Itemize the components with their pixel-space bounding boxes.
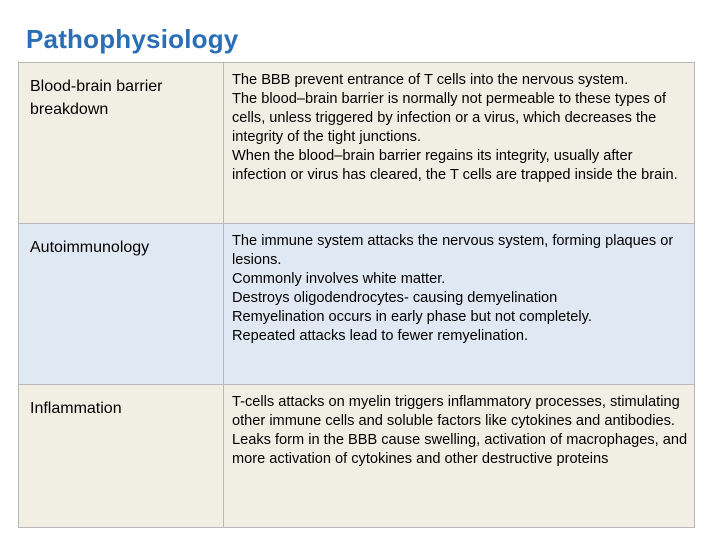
term-label: Autoimmunology <box>30 239 150 256</box>
description-line: T-cells attacks on myelin triggers inflammatory processes, stimulating other immune cells and soluble factors like cytokines and antibodies. <box>232 394 680 429</box>
table-row <box>19 224 695 385</box>
term-cell <box>19 63 224 224</box>
description-line: Leaks form in the BBB cause swelling, activation of macrophages, and more activation of cytokines and other destructive proteins <box>232 432 688 467</box>
description-line: The BBB prevent entrance of T cells into the nervous system. <box>232 72 629 88</box>
term-cell <box>19 385 224 528</box>
slide-title: Pathophysiology <box>26 24 239 54</box>
table-row <box>19 63 695 224</box>
description-line: The immune system attacks the nervous system, forming plaques or lesions. <box>232 233 674 268</box>
description-line: Destroys oligodendrocytes- causing demyelination <box>232 290 558 306</box>
pathophysiology-table <box>18 62 695 528</box>
description-cell <box>224 385 695 528</box>
term-label: Blood-brain barrier breakdown <box>30 78 163 118</box>
description-cell <box>224 224 695 385</box>
description-cell <box>224 63 695 224</box>
description-line: The blood–brain barrier is normally not permeable to these types of cells, unless triggered by infection or a virus, which decreases the integrity of the tight junctions. <box>232 91 666 145</box>
description-line: Repeated attacks lead to fewer remyelination. <box>232 328 529 344</box>
term-cell <box>19 224 224 385</box>
table-row <box>19 385 695 528</box>
description-line: Remyelination occurs in early phase but not completely. <box>232 309 592 325</box>
description-line: When the blood–brain barrier regains its integrity, usually after infection or virus has cleared, the T cells are trapped inside the brain. <box>232 148 678 183</box>
term-label: Inflammation <box>30 400 122 417</box>
description-line: Commonly involves white matter. <box>232 271 446 287</box>
